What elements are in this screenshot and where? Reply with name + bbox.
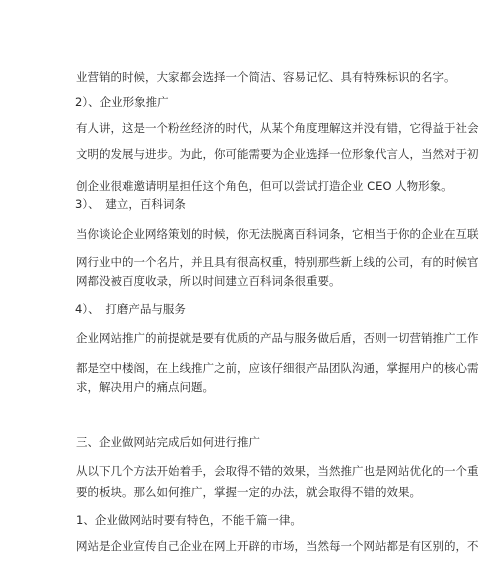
text-line: 业营销的时候，大家都会选择一个简洁、容易记忆、具有特殊标识的名字。: [76, 70, 456, 84]
section-heading: 三、企业做网站完成后如何进行推广: [76, 435, 260, 449]
section-heading: 3）、 建立，百科词条: [75, 197, 186, 211]
text-line: 1、企业做网站时要有特色，不能千篇一律。: [76, 513, 302, 527]
text-line: 有人讲，这是一个粉丝经济的时代，从某个角度理解这并没有错，它得益于社会: [76, 121, 479, 135]
text-line: 网都没被百度收录，所以时间建立百科词条很重要。: [76, 274, 341, 288]
text-line: 创企业很难邀请明星担任这个角色，但可以尝试打造企业 CEO 人物形象。: [76, 179, 453, 193]
text-line: 都是空中楼阁，在上线推广之前，应该仔细很产品团队沟通，掌握用户的核心需: [76, 361, 479, 375]
text-line: 文明的发展与进步。为此，你可能需要为企业选择一位形象代言人，当然对于初: [76, 147, 479, 161]
text-line: 当你谈论企业网络策划的时候，你无法脱离百科词条，它相当于你的企业在互联: [76, 227, 479, 241]
text-line: 网行业中的一个名片，并且具有很高权重，特别那些新上线的公司，有的时候官: [76, 255, 479, 269]
text-line: 企业网站推广的前提就是要有优质的产品与服务做后盾，否则一切营销推广工作: [76, 331, 479, 345]
text-line: 要的板块。那么如何推广，掌握一定的办法，就会取得不错的效果。: [76, 485, 421, 499]
section-heading: 2）、企业形象推广: [75, 95, 169, 109]
section-heading: 4）、 打磨产品与服务: [75, 302, 186, 316]
text-line: 从以下几个方法开始着手，会取得不错的效果，当然推广也是网站优化的一个重: [76, 464, 479, 478]
text-line: 求，解决用户的痛点问题。: [76, 380, 214, 394]
text-line: 网站是企业宣传自己企业在网上开辟的市场，当然每一个网站都是有区别的，不: [76, 539, 479, 553]
